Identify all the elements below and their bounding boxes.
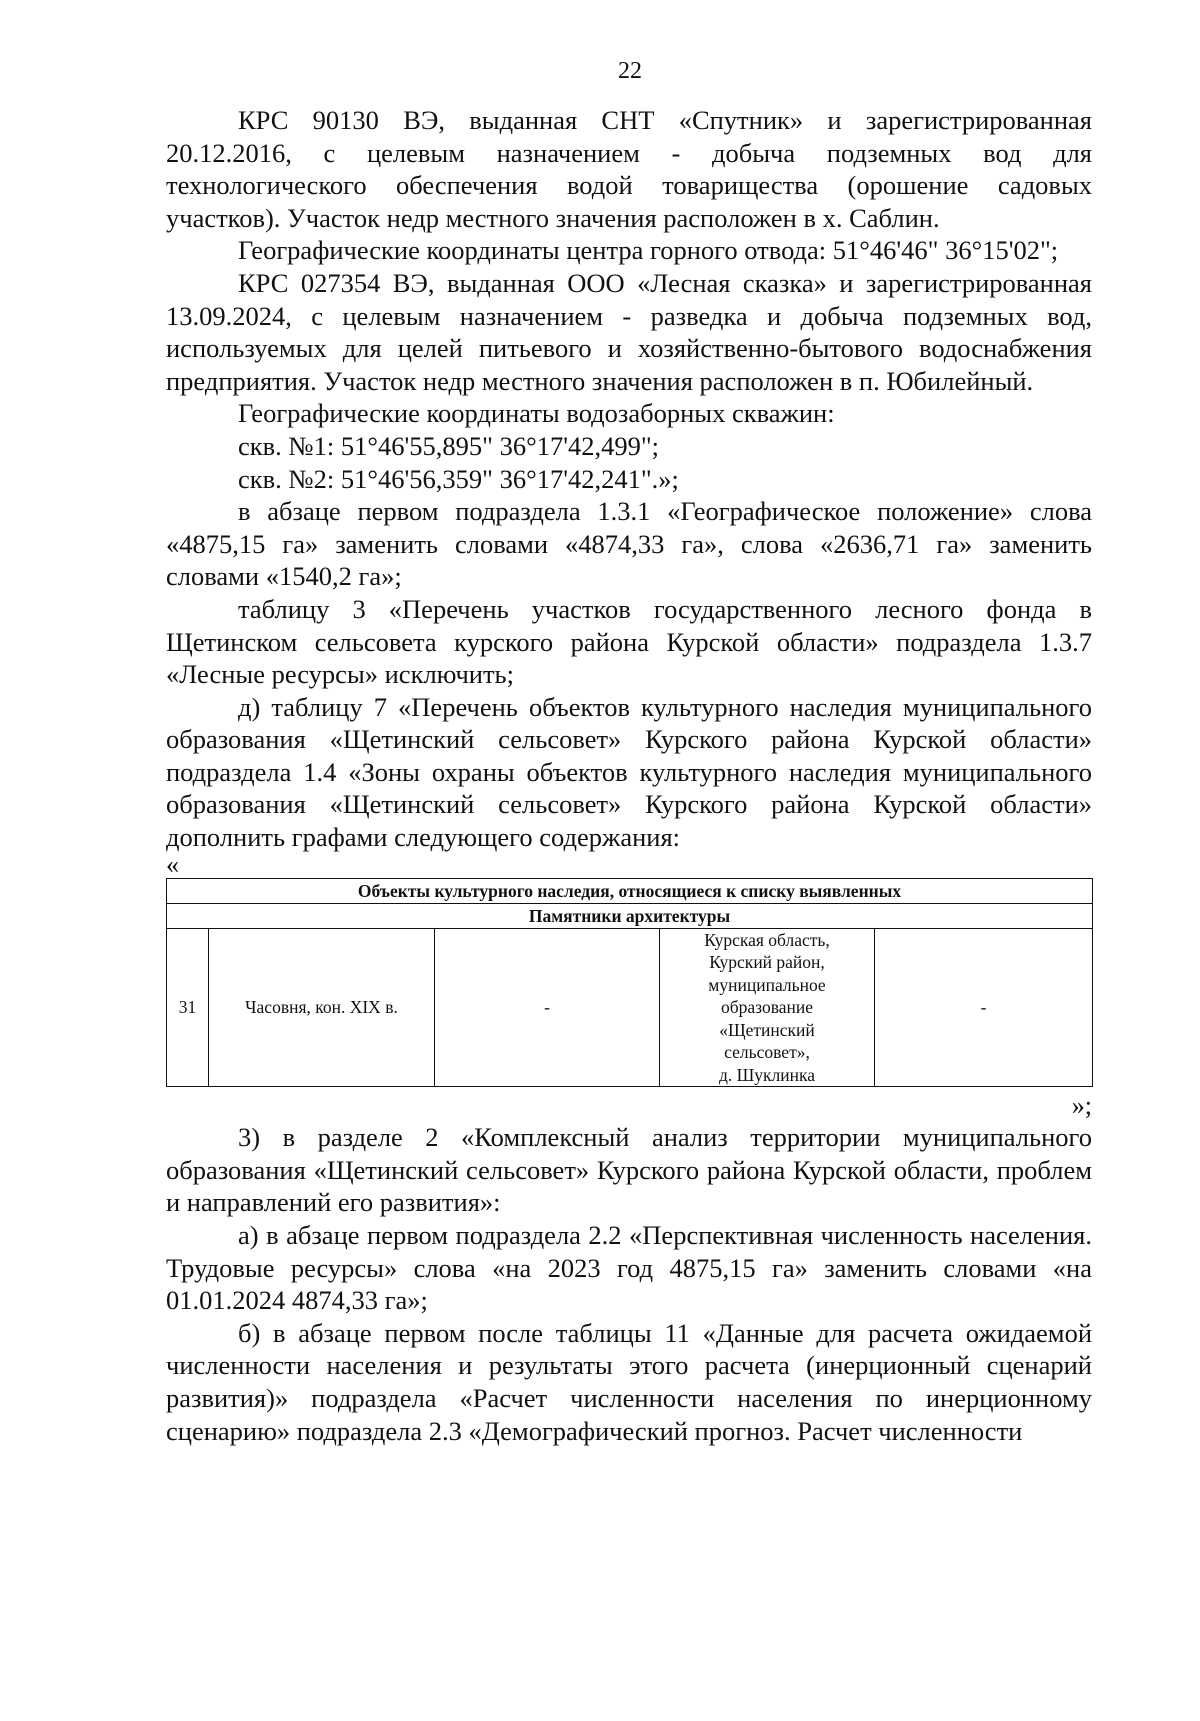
paragraph: Географические координаты центра горного отвода: 51°46'46" 36°15'02"; xyxy=(238,235,1059,266)
paragraph: 3) в разделе 2 «Комплексный анализ территории муниципального образования «Щетинский сельсовет» Курского района Курской области, проблем и направлений его развития»: xyxy=(166,1122,1092,1218)
row-col3: - xyxy=(435,928,660,1087)
table-row xyxy=(167,928,1093,1087)
location-line: Курская область, xyxy=(704,929,830,950)
paragraph: б) в абзаце первом после таблицы 11 «Данные для расчета ожидаемой численности населения и результаты этого расчета (инерционный сценарий развития)» подраздела «Расчет численности населения по инерционному сценарию» подраздела 2.3 «Демографический прогноз. Расчет численности xyxy=(166,1317,1092,1446)
page-number: 22 xyxy=(618,58,642,84)
table-header-group: Объекты культурного наследия, относящиеся к списку выявленных xyxy=(167,878,1093,903)
paragraph: таблицу 3 «Перечень участков государственного лесного фонда в Щетинском сельсовета курского района Курской области» подраздела 1.3.7 «Лесные ресурсы» исключить; xyxy=(166,593,1092,690)
paragraph: в абзаце первом подраздела 1.3.1 «Географическое положение» слова «4875,15 га» заменить словами «4874,33 га», слова «2636,71 га» заменить словами «1540,2 га»; xyxy=(166,496,1092,592)
location-line: муниципальное xyxy=(708,974,826,995)
row-col5: - xyxy=(875,928,1093,1087)
paragraph: а) в абзаце первом подраздела 2.2 «Перспективная численность населения. Трудовые ресурсы» слова «на 2023 год 4875,15 га» заменить словами «на 01.01.2024 4874,33 га»; xyxy=(166,1219,1092,1316)
open-quote: « xyxy=(166,849,179,879)
paragraph: Географические координаты водозаборных скважин: xyxy=(238,398,835,429)
document-body xyxy=(166,104,1092,1447)
paragraph: КРС 90130 ВЭ, выданная СНТ «Спутник» и зарегистрированная 20.12.2016, с целевым назначением - добыча подземных вод для технологического обеспечения водой товарищества (орошение садовых участков). Участок недр местного значения расположен в х. Саблин. xyxy=(166,105,1092,233)
location-line: «Щетинский xyxy=(719,1019,815,1040)
paragraph: скв. №1: 51°46'55,895" 36°17'42,499"; xyxy=(238,430,660,461)
table-header-group-row xyxy=(167,878,1093,903)
paragraph: д) таблицу 7 «Перечень объектов культурного наследия муниципального образования «Щетинский сельсовет» Курского района Курской области» подраздела 1.4 «Зоны охраны объектов культурного наследия муниципального образования «Щетинский сельсовет» Курского района Курской области» дополнить графами следующего содержания: xyxy=(166,691,1092,853)
close-quote: »; xyxy=(1071,1091,1092,1121)
table-header-subgroup-row xyxy=(167,903,1093,928)
row-location xyxy=(660,928,875,1087)
location-line: сельсовет», xyxy=(724,1042,810,1063)
paragraphs-top xyxy=(166,104,1092,854)
paragraph: КРС 027354 ВЭ, выданная ООО «Лесная сказка» и зарегистрированная 13.09.2024, с целевым назначением - разведка и добыча подземных вод, используемых для целей питьевого и хозяйственно-бытового водоснабжения предприятия. Участок недр местного значения расположен в п. Юбилейный. xyxy=(166,267,1092,396)
heritage-table xyxy=(166,878,1093,1088)
location-line: Курский район, xyxy=(709,952,825,973)
location-line: д. Шуклинка xyxy=(718,1064,816,1085)
table-header-subgroup: Памятники архитектуры xyxy=(167,903,1093,928)
row-number: 31 xyxy=(167,928,209,1087)
location-line: образование xyxy=(720,997,814,1018)
paragraphs-bottom xyxy=(166,1121,1092,1447)
row-object-name: Часовня, кон. XIX в. xyxy=(209,928,435,1087)
paragraph: скв. №2: 51°46'56,359" 36°17'42,241".»; xyxy=(238,463,679,494)
